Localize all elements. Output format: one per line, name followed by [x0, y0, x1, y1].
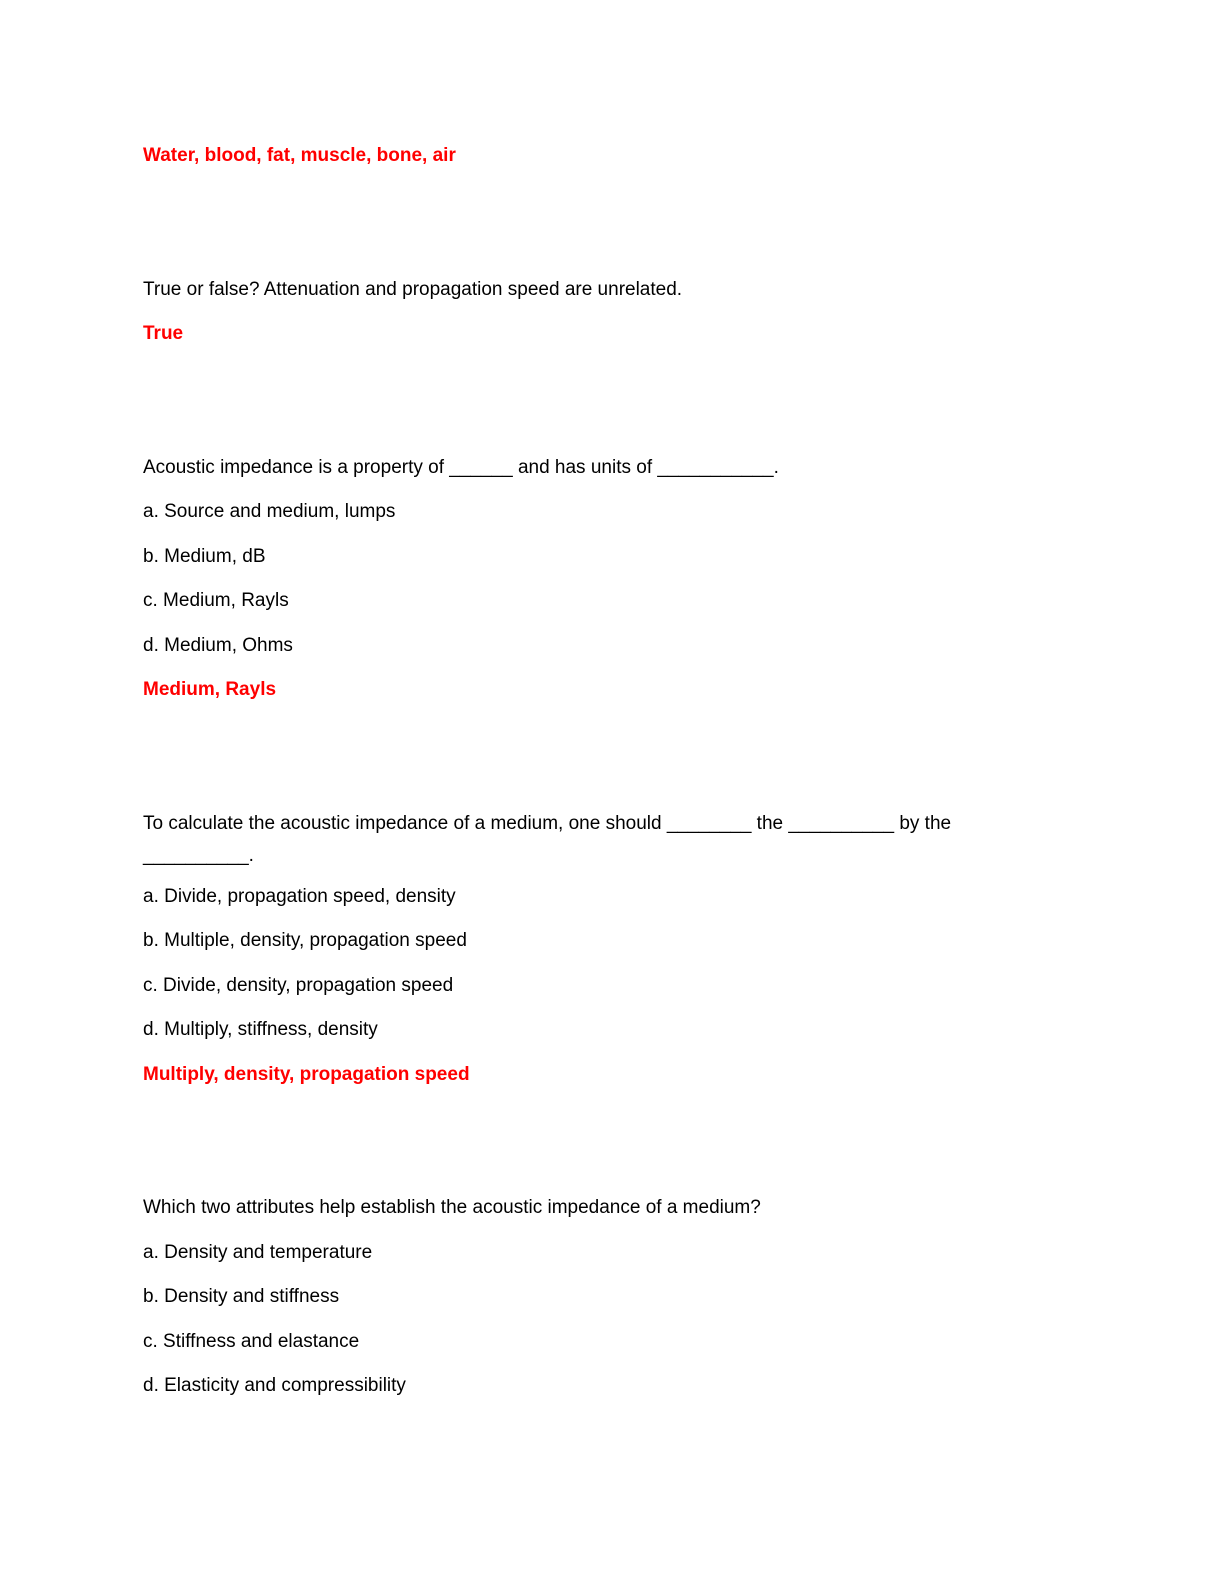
option-4b: b. Density and stiffness — [143, 1286, 340, 1307]
option-2c: c. Medium, Rayls — [143, 590, 289, 611]
question-1: True or false? Attenuation and propagation speed are unrelated. — [143, 279, 683, 300]
option-4a: a. Density and temperature — [143, 1242, 373, 1263]
question-2: Acoustic impedance is a property of ______ and has units of ___________. — [143, 457, 779, 478]
option-3d: d. Multiply, stiffness, density — [143, 1019, 378, 1040]
answer-2: Medium, Rayls — [143, 679, 277, 700]
option-4c: c. Stiffness and elastance — [143, 1331, 360, 1352]
option-2b: b. Medium, dB — [143, 546, 266, 567]
option-2d: d. Medium, Ohms — [143, 635, 293, 656]
question-4: Which two attributes help establish the acoustic impedance of a medium? — [143, 1197, 761, 1218]
option-3a: a. Divide, propagation speed, density — [143, 886, 456, 907]
option-2a: a. Source and medium, lumps — [143, 501, 396, 522]
option-3c: c. Divide, density, propagation speed — [143, 975, 454, 996]
answer-1: True — [143, 323, 184, 344]
question-3: To calculate the acoustic impedance of a medium, one should ________ the __________ by the __________. — [143, 813, 952, 866]
option-3b: b. Multiple, density, propagation speed — [143, 930, 467, 951]
answer-3: Multiply, density, propagation speed — [143, 1064, 470, 1085]
answer-top: Water, blood, fat, muscle, bone, air — [143, 145, 456, 166]
option-4d: d. Elasticity and compressibility — [143, 1375, 406, 1396]
